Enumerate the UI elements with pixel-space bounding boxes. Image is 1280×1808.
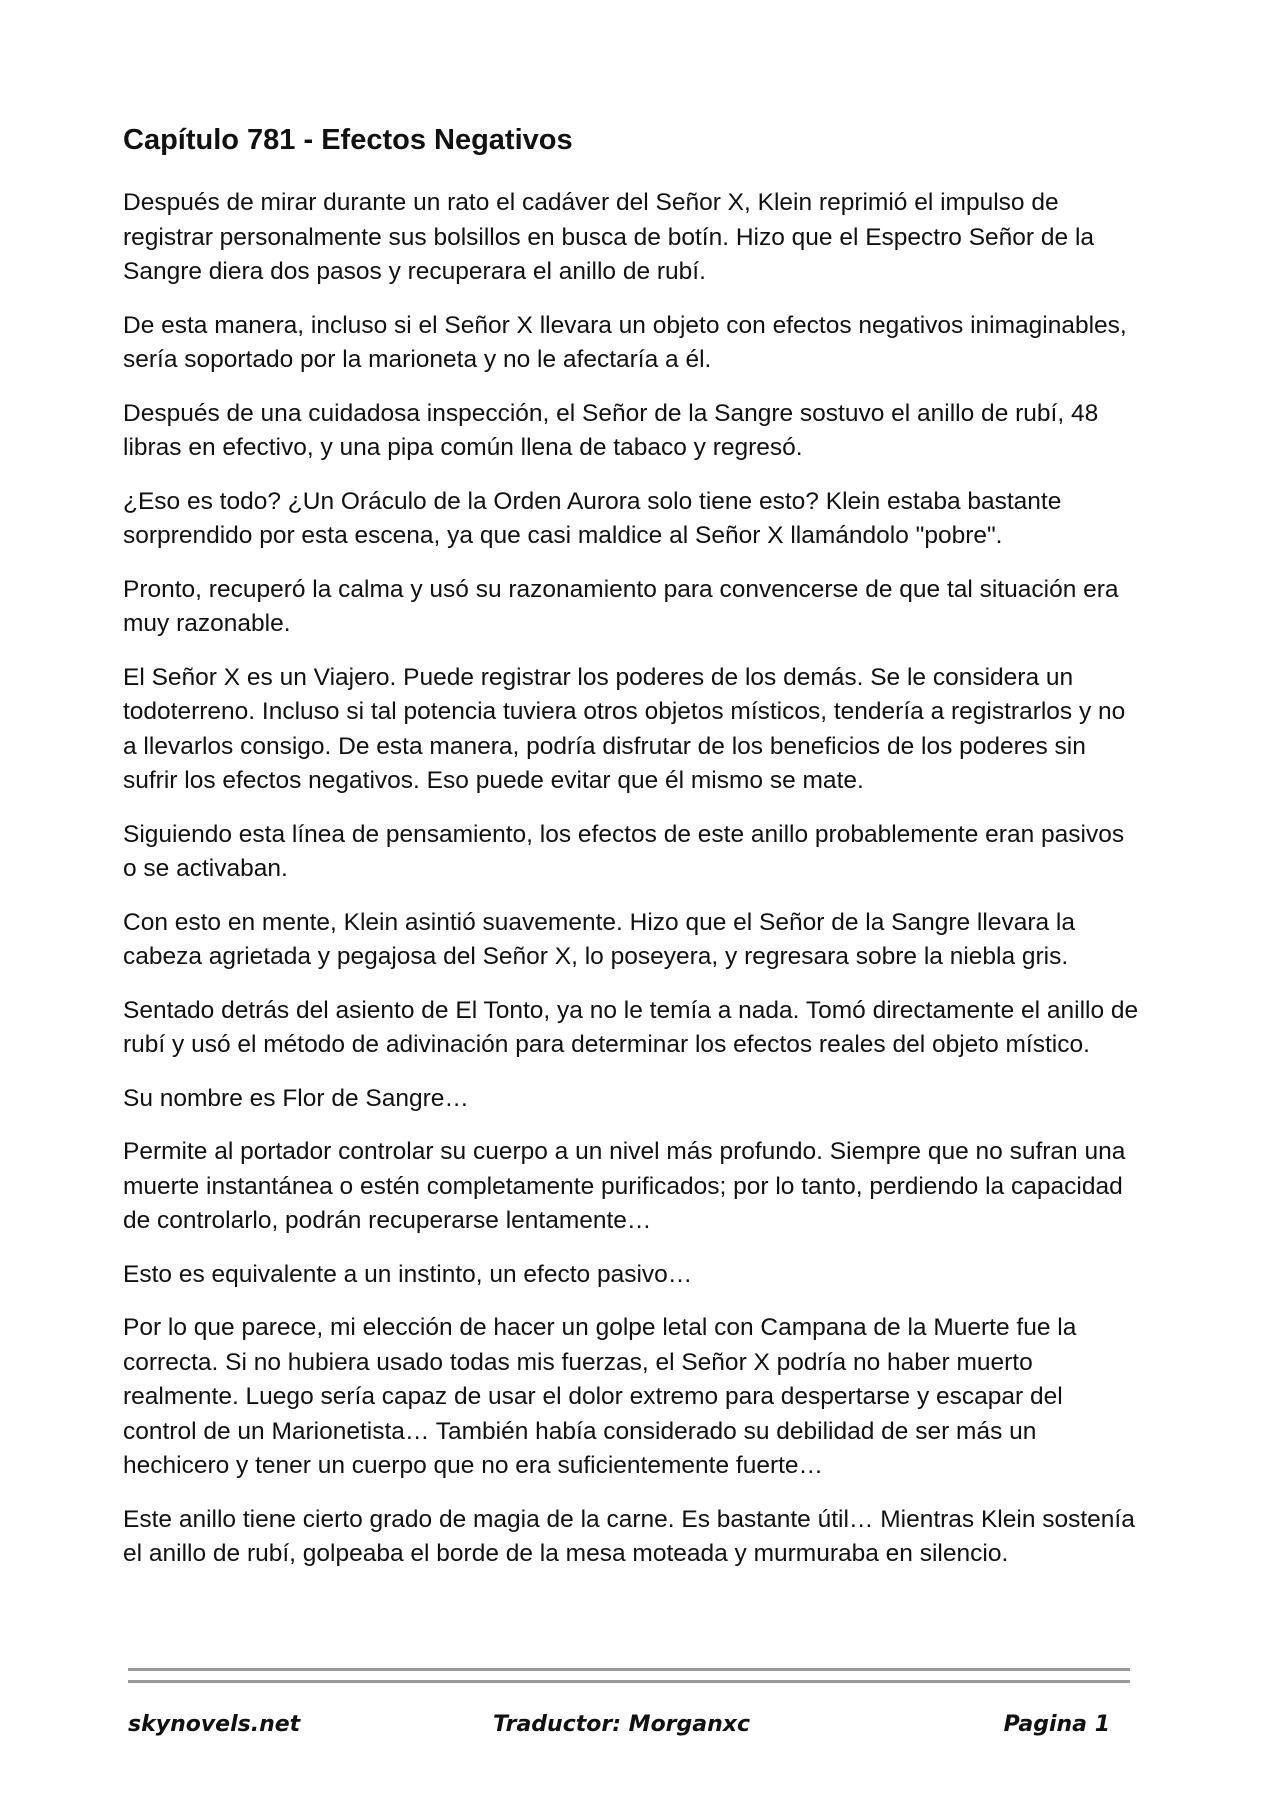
paragraph: El Señor X es un Viajero. Puede registrar los poderes de los demás. Se le considera un todoterreno. Incluso si tal potencia tuviera otros objetos místicos, tendería a registrarlos y no a llevarlos consigo. De esta manera, podría disfrutar de los beneficios de los poderes sin sufrir los efectos negativos. Eso puede evitar que él mismo se mate. bbox=[123, 663, 1126, 794]
footer-divider bbox=[128, 1668, 1130, 1692]
paragraph: Esto es equivalente a un instinto, un efecto pasivo… bbox=[123, 1260, 693, 1288]
paragraph: Con esto en mente, Klein asintió suavemente. Hizo que el Señor de la Sangre llevara la cabeza agrietada y pegajosa del Señor X, lo poseyera, y regresara sobre la niebla gris. bbox=[123, 908, 1075, 970]
paragraph: Por lo que parece, mi elección de hacer un golpe letal con Campana de la Muerte fue la correcta. Si no hubiera usado todas mis fuerzas, el Señor X podría no haber muerto realmente. Luego sería capaz de usar el dolor extremo para despertarse y escapar del control de un Marionetista… También había considerado su debilidad de ser más un hechicero y tener un cuerpo que no era suficientemente fuerte… bbox=[123, 1314, 1077, 1479]
page-footer bbox=[128, 1712, 1130, 1752]
paragraph: ¿Eso es todo? ¿Un Oráculo de la Orden Aurora solo tiene esto? Klein estaba bastante sorprendido por esta escena, ya que casi maldice al Señor X llamándolo "pobre". bbox=[123, 487, 1062, 549]
paragraph: Después de mirar durante un rato el cadáver del Señor X, Klein reprimió el impulso de registrar personalmente sus bolsillos en busca de botín. Hizo que el Espectro Señor de la Sangre diera dos pasos y recuperara el anillo de rubí. bbox=[123, 189, 1095, 285]
divider-line bbox=[128, 1668, 1130, 1671]
paragraph: Pronto, recuperó la calma y usó su razonamiento para convencerse de que tal situación era muy razonable. bbox=[123, 575, 1119, 637]
footer-site: skynovels.net bbox=[128, 1712, 301, 1737]
paragraph: Sentado detrás del asiento de El Tonto, ya no le temía a nada. Tomó directamente el anillo de rubí y usó el método de adivinación para determinar los efectos reales del objeto místico. bbox=[123, 996, 1139, 1058]
document-content bbox=[123, 120, 1143, 1591]
chapter-title: Capítulo 781 - Efectos Negativos bbox=[123, 124, 573, 156]
paragraph: Permite al portador controlar su cuerpo a un nivel más profundo. Siempre que no sufran una muerte instantánea o estén completamente purificados; por lo tanto, perdiendo la capacidad de controlarlo, podrán recuperarse lentamente… bbox=[123, 1138, 1126, 1234]
paragraph: Este anillo tiene cierto grado de magia de la carne. Es bastante útil… Mientras Klein sostenía el anillo de rubí, golpeaba el borde de la mesa moteada y murmuraba en silencio. bbox=[123, 1505, 1135, 1567]
paragraph: De esta manera, incluso si el Señor X llevara un objeto con efectos negativos inimaginables, sería soportado por la marioneta y no le afectaría a él. bbox=[123, 311, 1127, 373]
paragraph: Siguiendo esta línea de pensamiento, los efectos de este anillo probablemente eran pasivos o se activaban. bbox=[123, 820, 1125, 882]
paragraph: Su nombre es Flor de Sangre… bbox=[123, 1084, 469, 1112]
footer-translator: Traductor: Morganxc bbox=[493, 1712, 751, 1737]
divider-line bbox=[128, 1680, 1130, 1683]
paragraph: Después de una cuidadosa inspección, el Señor de la Sangre sostuvo el anillo de rubí, 48 libras en efectivo, y una pipa común llena de tabaco y regresó. bbox=[123, 399, 1099, 461]
footer-page-number: Pagina 1 bbox=[1003, 1712, 1110, 1737]
